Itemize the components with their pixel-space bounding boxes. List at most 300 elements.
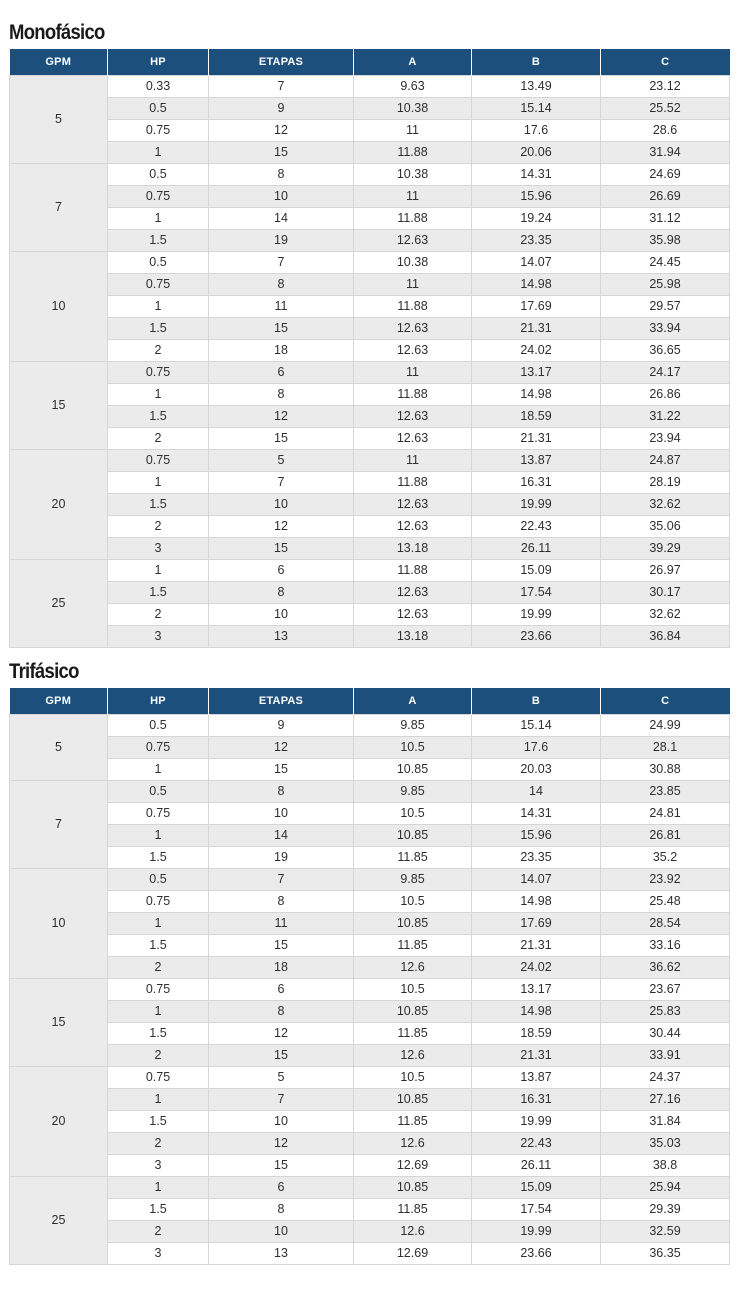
hp-cell: 1.5 bbox=[108, 494, 209, 516]
b-cell: 15.96 bbox=[472, 186, 601, 208]
b-cell: 19.99 bbox=[472, 1111, 601, 1133]
b-cell: 14.07 bbox=[472, 869, 601, 891]
b-cell: 14.31 bbox=[472, 803, 601, 825]
c-cell: 31.12 bbox=[601, 208, 730, 230]
c-cell: 32.62 bbox=[601, 604, 730, 626]
a-cell: 10.38 bbox=[354, 164, 472, 186]
a-cell: 11 bbox=[354, 274, 472, 296]
hp-cell: 1 bbox=[108, 825, 209, 847]
header-hp: HP bbox=[108, 49, 209, 76]
etapas-cell: 6 bbox=[209, 1177, 354, 1199]
a-cell: 12.6 bbox=[354, 957, 472, 979]
gpm-cell: 5 bbox=[10, 76, 108, 164]
a-cell: 10.5 bbox=[354, 891, 472, 913]
etapas-cell: 9 bbox=[209, 715, 354, 737]
c-cell: 31.84 bbox=[601, 1111, 730, 1133]
hp-cell: 2 bbox=[108, 1133, 209, 1155]
a-cell: 12.69 bbox=[354, 1155, 472, 1177]
gpm-cell: 20 bbox=[10, 1067, 108, 1177]
a-cell: 10.85 bbox=[354, 825, 472, 847]
gpm-cell: 15 bbox=[10, 362, 108, 450]
hp-cell: 0.5 bbox=[108, 252, 209, 274]
table-row bbox=[10, 825, 730, 847]
etapas-cell: 14 bbox=[209, 825, 354, 847]
hp-cell: 0.5 bbox=[108, 869, 209, 891]
b-cell: 14.98 bbox=[472, 891, 601, 913]
etapas-cell: 12 bbox=[209, 516, 354, 538]
table-row bbox=[10, 759, 730, 781]
c-cell: 24.69 bbox=[601, 164, 730, 186]
hp-cell: 0.75 bbox=[108, 186, 209, 208]
hp-cell: 1 bbox=[108, 208, 209, 230]
table-row bbox=[10, 494, 730, 516]
a-cell: 11.88 bbox=[354, 208, 472, 230]
hp-cell: 2 bbox=[108, 340, 209, 362]
etapas-cell: 13 bbox=[209, 626, 354, 648]
c-cell: 35.2 bbox=[601, 847, 730, 869]
c-cell: 24.17 bbox=[601, 362, 730, 384]
c-cell: 29.39 bbox=[601, 1199, 730, 1221]
b-cell: 17.6 bbox=[472, 737, 601, 759]
b-cell: 21.31 bbox=[472, 1045, 601, 1067]
table-row bbox=[10, 1067, 730, 1089]
etapas-cell: 15 bbox=[209, 538, 354, 560]
b-cell: 19.99 bbox=[472, 1221, 601, 1243]
a-cell: 11.85 bbox=[354, 935, 472, 957]
hp-cell: 1.5 bbox=[108, 1111, 209, 1133]
etapas-cell: 5 bbox=[209, 450, 354, 472]
b-cell: 14.31 bbox=[472, 164, 601, 186]
c-cell: 24.81 bbox=[601, 803, 730, 825]
gpm-cell: 25 bbox=[10, 560, 108, 648]
c-cell: 24.45 bbox=[601, 252, 730, 274]
c-cell: 25.94 bbox=[601, 1177, 730, 1199]
c-cell: 26.69 bbox=[601, 186, 730, 208]
b-cell: 20.03 bbox=[472, 759, 601, 781]
etapas-cell: 15 bbox=[209, 935, 354, 957]
c-cell: 26.97 bbox=[601, 560, 730, 582]
etapas-cell: 12 bbox=[209, 406, 354, 428]
a-cell: 11.85 bbox=[354, 1023, 472, 1045]
a-cell: 11.88 bbox=[354, 384, 472, 406]
etapas-cell: 10 bbox=[209, 1221, 354, 1243]
a-cell: 10.85 bbox=[354, 1001, 472, 1023]
table-row bbox=[10, 1177, 730, 1199]
a-cell: 10.85 bbox=[354, 759, 472, 781]
b-cell: 14 bbox=[472, 781, 601, 803]
header-gpm: GPM bbox=[10, 49, 108, 76]
gpm-cell: 15 bbox=[10, 979, 108, 1067]
hp-cell: 1 bbox=[108, 472, 209, 494]
b-cell: 26.11 bbox=[472, 1155, 601, 1177]
etapas-cell: 8 bbox=[209, 384, 354, 406]
header-a: A bbox=[354, 49, 472, 76]
table-row bbox=[10, 1089, 730, 1111]
c-cell: 28.19 bbox=[601, 472, 730, 494]
hp-cell: 1.5 bbox=[108, 582, 209, 604]
a-cell: 12.63 bbox=[354, 318, 472, 340]
table-row bbox=[10, 230, 730, 252]
a-cell: 11.85 bbox=[354, 847, 472, 869]
table-row bbox=[10, 318, 730, 340]
hp-cell: 0.5 bbox=[108, 164, 209, 186]
hp-cell: 2 bbox=[108, 604, 209, 626]
etapas-cell: 12 bbox=[209, 1133, 354, 1155]
etapas-cell: 10 bbox=[209, 494, 354, 516]
b-cell: 15.14 bbox=[472, 715, 601, 737]
etapas-cell: 10 bbox=[209, 803, 354, 825]
b-cell: 16.31 bbox=[472, 472, 601, 494]
b-cell: 23.35 bbox=[472, 847, 601, 869]
b-cell: 15.09 bbox=[472, 560, 601, 582]
etapas-cell: 6 bbox=[209, 560, 354, 582]
etapas-cell: 19 bbox=[209, 230, 354, 252]
a-cell: 9.85 bbox=[354, 781, 472, 803]
b-cell: 13.17 bbox=[472, 362, 601, 384]
header-b: B bbox=[472, 688, 601, 715]
etapas-cell: 5 bbox=[209, 1067, 354, 1089]
a-cell: 11 bbox=[354, 362, 472, 384]
hp-cell: 1 bbox=[108, 384, 209, 406]
c-cell: 32.59 bbox=[601, 1221, 730, 1243]
c-cell: 25.98 bbox=[601, 274, 730, 296]
table-row bbox=[10, 296, 730, 318]
gpm-cell: 7 bbox=[10, 781, 108, 869]
c-cell: 29.57 bbox=[601, 296, 730, 318]
table-row bbox=[10, 208, 730, 230]
table-row bbox=[10, 516, 730, 538]
b-cell: 26.11 bbox=[472, 538, 601, 560]
a-cell: 12.6 bbox=[354, 1045, 472, 1067]
table-header-row bbox=[10, 688, 730, 715]
b-cell: 14.98 bbox=[472, 1001, 601, 1023]
header-etapas: ETAPAS bbox=[209, 688, 354, 715]
b-cell: 19.24 bbox=[472, 208, 601, 230]
etapas-cell: 18 bbox=[209, 957, 354, 979]
etapas-cell: 7 bbox=[209, 76, 354, 98]
b-cell: 20.06 bbox=[472, 142, 601, 164]
gpm-cell: 20 bbox=[10, 450, 108, 560]
c-cell: 36.35 bbox=[601, 1243, 730, 1265]
a-cell: 11.85 bbox=[354, 1111, 472, 1133]
hp-cell: 2 bbox=[108, 957, 209, 979]
header-c: C bbox=[601, 49, 730, 76]
hp-cell: 0.5 bbox=[108, 98, 209, 120]
table-row bbox=[10, 604, 730, 626]
etapas-cell: 7 bbox=[209, 1089, 354, 1111]
hp-cell: 3 bbox=[108, 1243, 209, 1265]
etapas-cell: 14 bbox=[209, 208, 354, 230]
a-cell: 12.63 bbox=[354, 494, 472, 516]
etapas-cell: 13 bbox=[209, 1243, 354, 1265]
hp-cell: 0.33 bbox=[108, 76, 209, 98]
hp-cell: 0.75 bbox=[108, 979, 209, 1001]
c-cell: 38.8 bbox=[601, 1155, 730, 1177]
c-cell: 23.94 bbox=[601, 428, 730, 450]
hp-cell: 1.5 bbox=[108, 406, 209, 428]
a-cell: 11 bbox=[354, 186, 472, 208]
hp-cell: 0.75 bbox=[108, 274, 209, 296]
b-cell: 13.49 bbox=[472, 76, 601, 98]
a-cell: 11.88 bbox=[354, 142, 472, 164]
a-cell: 9.63 bbox=[354, 76, 472, 98]
c-cell: 25.48 bbox=[601, 891, 730, 913]
c-cell: 27.16 bbox=[601, 1089, 730, 1111]
c-cell: 25.52 bbox=[601, 98, 730, 120]
hp-cell: 1.5 bbox=[108, 318, 209, 340]
a-cell: 12.63 bbox=[354, 230, 472, 252]
a-cell: 11.88 bbox=[354, 296, 472, 318]
a-cell: 10.5 bbox=[354, 737, 472, 759]
table-row bbox=[10, 957, 730, 979]
hp-cell: 1.5 bbox=[108, 1023, 209, 1045]
b-cell: 14.98 bbox=[472, 274, 601, 296]
header-b: B bbox=[472, 49, 601, 76]
c-cell: 36.62 bbox=[601, 957, 730, 979]
c-cell: 24.99 bbox=[601, 715, 730, 737]
table-row bbox=[10, 1199, 730, 1221]
table-row bbox=[10, 1133, 730, 1155]
table-row bbox=[10, 1221, 730, 1243]
table-row bbox=[10, 1001, 730, 1023]
gpm-cell: 10 bbox=[10, 252, 108, 362]
c-cell: 33.94 bbox=[601, 318, 730, 340]
table-row bbox=[10, 1111, 730, 1133]
c-cell: 35.98 bbox=[601, 230, 730, 252]
table-row bbox=[10, 869, 730, 891]
table-row bbox=[10, 76, 730, 98]
table-row bbox=[10, 891, 730, 913]
hp-cell: 1.5 bbox=[108, 1199, 209, 1221]
table-row bbox=[10, 560, 730, 582]
etapas-cell: 10 bbox=[209, 1111, 354, 1133]
b-cell: 22.43 bbox=[472, 516, 601, 538]
etapas-cell: 15 bbox=[209, 1155, 354, 1177]
table-row bbox=[10, 120, 730, 142]
monofasico-table bbox=[9, 49, 730, 648]
a-cell: 9.85 bbox=[354, 715, 472, 737]
c-cell: 33.91 bbox=[601, 1045, 730, 1067]
a-cell: 10.5 bbox=[354, 1067, 472, 1089]
a-cell: 10.85 bbox=[354, 1089, 472, 1111]
etapas-cell: 6 bbox=[209, 979, 354, 1001]
a-cell: 12.6 bbox=[354, 1133, 472, 1155]
a-cell: 11.85 bbox=[354, 1199, 472, 1221]
hp-cell: 1.5 bbox=[108, 847, 209, 869]
a-cell: 12.6 bbox=[354, 1221, 472, 1243]
trifasico-table bbox=[9, 688, 730, 1265]
a-cell: 13.18 bbox=[354, 538, 472, 560]
b-cell: 17.6 bbox=[472, 120, 601, 142]
etapas-cell: 12 bbox=[209, 737, 354, 759]
table-row bbox=[10, 737, 730, 759]
a-cell: 13.18 bbox=[354, 626, 472, 648]
c-cell: 36.65 bbox=[601, 340, 730, 362]
c-cell: 28.1 bbox=[601, 737, 730, 759]
etapas-cell: 8 bbox=[209, 582, 354, 604]
b-cell: 17.69 bbox=[472, 913, 601, 935]
hp-cell: 3 bbox=[108, 538, 209, 560]
a-cell: 10.38 bbox=[354, 252, 472, 274]
a-cell: 10.85 bbox=[354, 1177, 472, 1199]
hp-cell: 1 bbox=[108, 1177, 209, 1199]
etapas-cell: 18 bbox=[209, 340, 354, 362]
hp-cell: 0.75 bbox=[108, 737, 209, 759]
table-row bbox=[10, 450, 730, 472]
c-cell: 30.88 bbox=[601, 759, 730, 781]
b-cell: 13.87 bbox=[472, 450, 601, 472]
c-cell: 36.84 bbox=[601, 626, 730, 648]
b-cell: 14.98 bbox=[472, 384, 601, 406]
c-cell: 30.17 bbox=[601, 582, 730, 604]
table-row bbox=[10, 935, 730, 957]
c-cell: 26.81 bbox=[601, 825, 730, 847]
table-row bbox=[10, 142, 730, 164]
hp-cell: 1 bbox=[108, 142, 209, 164]
etapas-cell: 7 bbox=[209, 252, 354, 274]
a-cell: 12.63 bbox=[354, 406, 472, 428]
table-row bbox=[10, 1045, 730, 1067]
b-cell: 21.31 bbox=[472, 935, 601, 957]
etapas-cell: 9 bbox=[209, 98, 354, 120]
table-row bbox=[10, 913, 730, 935]
b-cell: 23.35 bbox=[472, 230, 601, 252]
table-row bbox=[10, 781, 730, 803]
table-row bbox=[10, 582, 730, 604]
table-row bbox=[10, 164, 730, 186]
table-row bbox=[10, 803, 730, 825]
c-cell: 31.22 bbox=[601, 406, 730, 428]
a-cell: 9.85 bbox=[354, 869, 472, 891]
hp-cell: 0.5 bbox=[108, 781, 209, 803]
table-header-row bbox=[10, 49, 730, 76]
table-row bbox=[10, 384, 730, 406]
etapas-cell: 8 bbox=[209, 1001, 354, 1023]
gpm-cell: 5 bbox=[10, 715, 108, 781]
etapas-cell: 10 bbox=[209, 186, 354, 208]
c-cell: 23.12 bbox=[601, 76, 730, 98]
b-cell: 24.02 bbox=[472, 340, 601, 362]
etapas-cell: 15 bbox=[209, 318, 354, 340]
b-cell: 21.31 bbox=[472, 318, 601, 340]
a-cell: 11.88 bbox=[354, 472, 472, 494]
gpm-cell: 25 bbox=[10, 1177, 108, 1265]
hp-cell: 2 bbox=[108, 1045, 209, 1067]
table-row bbox=[10, 362, 730, 384]
header-etapas: ETAPAS bbox=[209, 49, 354, 76]
etapas-cell: 15 bbox=[209, 1045, 354, 1067]
c-cell: 23.85 bbox=[601, 781, 730, 803]
b-cell: 15.96 bbox=[472, 825, 601, 847]
hp-cell: 1 bbox=[108, 759, 209, 781]
a-cell: 12.63 bbox=[354, 516, 472, 538]
hp-cell: 1 bbox=[108, 296, 209, 318]
hp-cell: 3 bbox=[108, 626, 209, 648]
c-cell: 24.87 bbox=[601, 450, 730, 472]
header-gpm: GPM bbox=[10, 688, 108, 715]
table-row bbox=[10, 340, 730, 362]
a-cell: 12.63 bbox=[354, 582, 472, 604]
table-row bbox=[10, 1023, 730, 1045]
hp-cell: 2 bbox=[108, 428, 209, 450]
b-cell: 16.31 bbox=[472, 1089, 601, 1111]
hp-cell: 2 bbox=[108, 1221, 209, 1243]
hp-cell: 1 bbox=[108, 1001, 209, 1023]
table-row bbox=[10, 252, 730, 274]
b-cell: 15.09 bbox=[472, 1177, 601, 1199]
b-cell: 18.59 bbox=[472, 1023, 601, 1045]
b-cell: 19.99 bbox=[472, 494, 601, 516]
table-row bbox=[10, 274, 730, 296]
b-cell: 14.07 bbox=[472, 252, 601, 274]
hp-cell: 1 bbox=[108, 913, 209, 935]
a-cell: 12.63 bbox=[354, 340, 472, 362]
etapas-cell: 11 bbox=[209, 913, 354, 935]
c-cell: 30.44 bbox=[601, 1023, 730, 1045]
b-cell: 18.59 bbox=[472, 406, 601, 428]
hp-cell: 0.5 bbox=[108, 715, 209, 737]
a-cell: 10.5 bbox=[354, 803, 472, 825]
etapas-cell: 11 bbox=[209, 296, 354, 318]
b-cell: 22.43 bbox=[472, 1133, 601, 1155]
b-cell: 23.66 bbox=[472, 1243, 601, 1265]
a-cell: 10.5 bbox=[354, 979, 472, 1001]
a-cell: 12.63 bbox=[354, 604, 472, 626]
table-row bbox=[10, 979, 730, 1001]
header-c: C bbox=[601, 688, 730, 715]
b-cell: 15.14 bbox=[472, 98, 601, 120]
table-row bbox=[10, 406, 730, 428]
etapas-cell: 12 bbox=[209, 120, 354, 142]
c-cell: 26.86 bbox=[601, 384, 730, 406]
hp-cell: 0.75 bbox=[108, 803, 209, 825]
table-row bbox=[10, 715, 730, 737]
a-cell: 12.69 bbox=[354, 1243, 472, 1265]
hp-cell: 0.75 bbox=[108, 450, 209, 472]
c-cell: 23.67 bbox=[601, 979, 730, 1001]
table-row bbox=[10, 1243, 730, 1265]
b-cell: 23.66 bbox=[472, 626, 601, 648]
c-cell: 35.03 bbox=[601, 1133, 730, 1155]
table-row bbox=[10, 472, 730, 494]
c-cell: 28.54 bbox=[601, 913, 730, 935]
hp-cell: 1.5 bbox=[108, 935, 209, 957]
c-cell: 33.16 bbox=[601, 935, 730, 957]
hp-cell: 1 bbox=[108, 560, 209, 582]
hp-cell: 2 bbox=[108, 516, 209, 538]
b-cell: 17.54 bbox=[472, 1199, 601, 1221]
b-cell: 19.99 bbox=[472, 604, 601, 626]
gpm-cell: 7 bbox=[10, 164, 108, 252]
b-cell: 13.17 bbox=[472, 979, 601, 1001]
b-cell: 17.54 bbox=[472, 582, 601, 604]
table-row bbox=[10, 538, 730, 560]
etapas-cell: 8 bbox=[209, 164, 354, 186]
header-hp: HP bbox=[108, 688, 209, 715]
a-cell: 11 bbox=[354, 450, 472, 472]
b-cell: 13.87 bbox=[472, 1067, 601, 1089]
etapas-cell: 15 bbox=[209, 428, 354, 450]
etapas-cell: 6 bbox=[209, 362, 354, 384]
table-row bbox=[10, 847, 730, 869]
monofasico-title: Monofásico bbox=[9, 21, 105, 44]
etapas-cell: 7 bbox=[209, 869, 354, 891]
c-cell: 23.92 bbox=[601, 869, 730, 891]
c-cell: 32.62 bbox=[601, 494, 730, 516]
table-row bbox=[10, 626, 730, 648]
c-cell: 35.06 bbox=[601, 516, 730, 538]
etapas-cell: 8 bbox=[209, 891, 354, 913]
